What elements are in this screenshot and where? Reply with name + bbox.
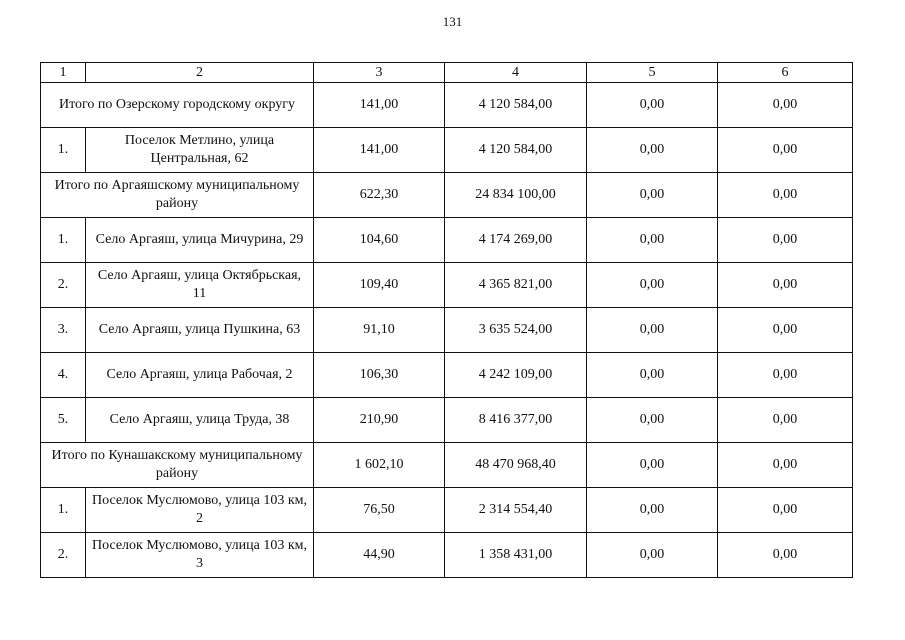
- cell-col5: 0,00: [587, 308, 718, 353]
- total-label: Итого по Аргаяшскому муниципальному району: [41, 173, 314, 218]
- cell-col5: 0,00: [587, 218, 718, 263]
- table-row-total: [41, 83, 853, 128]
- total-label: Итого по Кунашакскому муниципальному району: [41, 443, 314, 488]
- row-number: 4.: [41, 353, 86, 398]
- table-row-total: [41, 173, 853, 218]
- cell-col5: 0,00: [587, 488, 718, 533]
- row-number: 5.: [41, 398, 86, 443]
- cell-col5: 0,00: [587, 398, 718, 443]
- table-row: [41, 488, 853, 533]
- cell-area: 141,00: [314, 128, 445, 173]
- cell-col6: 0,00: [718, 488, 853, 533]
- table-row: [41, 398, 853, 443]
- table-row-total: [41, 443, 853, 488]
- cell-col5: 0,00: [587, 263, 718, 308]
- row-number: 1.: [41, 218, 86, 263]
- cell-col6: 0,00: [718, 83, 853, 128]
- address-cell: Поселок Метлино, улица Центральная, 62: [86, 128, 314, 173]
- address-cell: Село Аргаяш, улица Пушкина, 63: [86, 308, 314, 353]
- cell-cost: 4 120 584,00: [445, 83, 587, 128]
- header-cell-6: 6: [718, 63, 853, 83]
- address-cell: Поселок Муслюмово, улица 103 км, 2: [86, 488, 314, 533]
- row-number: 2.: [41, 533, 86, 578]
- cell-cost: 4 174 269,00: [445, 218, 587, 263]
- cell-cost: 24 834 100,00: [445, 173, 587, 218]
- cell-col6: 0,00: [718, 443, 853, 488]
- table-row: [41, 308, 853, 353]
- header-cell-1: 1: [41, 63, 86, 83]
- row-number: 1.: [41, 128, 86, 173]
- header-cell-3: 3: [314, 63, 445, 83]
- header-cell-2: 2: [86, 63, 314, 83]
- cell-col6: 0,00: [718, 533, 853, 578]
- address-cell: Поселок Муслюмово, улица 103 км, 3: [86, 533, 314, 578]
- total-label: Итого по Озерскому городскому округу: [41, 83, 314, 128]
- table-row: [41, 218, 853, 263]
- cell-cost: 1 358 431,00: [445, 533, 587, 578]
- cell-area: 141,00: [314, 83, 445, 128]
- cell-cost: 3 635 524,00: [445, 308, 587, 353]
- data-table: [40, 62, 853, 578]
- row-number: 2.: [41, 263, 86, 308]
- cell-col6: 0,00: [718, 173, 853, 218]
- cell-area: 109,40: [314, 263, 445, 308]
- cell-area: 44,90: [314, 533, 445, 578]
- header-row: [41, 63, 853, 83]
- table-row: [41, 128, 853, 173]
- address-cell: Село Аргаяш, улица Труда, 38: [86, 398, 314, 443]
- cell-area: 1 602,10: [314, 443, 445, 488]
- row-number: 3.: [41, 308, 86, 353]
- header-cell-4: 4: [445, 63, 587, 83]
- table-row: [41, 533, 853, 578]
- page-number: 131: [442, 14, 463, 29]
- cell-col6: 0,00: [718, 263, 853, 308]
- cell-col6: 0,00: [718, 353, 853, 398]
- cell-col5: 0,00: [587, 173, 718, 218]
- cell-cost: 4 365 821,00: [445, 263, 587, 308]
- cell-col5: 0,00: [587, 83, 718, 128]
- cell-col5: 0,00: [587, 443, 718, 488]
- address-cell: Село Аргаяш, улица Мичурина, 29: [86, 218, 314, 263]
- cell-area: 106,30: [314, 353, 445, 398]
- cell-col6: 0,00: [718, 128, 853, 173]
- cell-col5: 0,00: [587, 353, 718, 398]
- address-cell: Село Аргаяш, улица Рабочая, 2: [86, 353, 314, 398]
- table-row: [41, 263, 853, 308]
- address-cell: Село Аргаяш, улица Октябрьская, 11: [86, 263, 314, 308]
- cell-col5: 0,00: [587, 533, 718, 578]
- cell-col6: 0,00: [718, 398, 853, 443]
- cell-cost: 2 314 554,40: [445, 488, 587, 533]
- cell-area: 76,50: [314, 488, 445, 533]
- cell-col6: 0,00: [718, 218, 853, 263]
- cell-area: 104,60: [314, 218, 445, 263]
- row-number: 1.: [41, 488, 86, 533]
- cell-cost: 48 470 968,40: [445, 443, 587, 488]
- cell-cost: 4 242 109,00: [445, 353, 587, 398]
- header-cell-5: 5: [587, 63, 718, 83]
- cell-cost: 8 416 377,00: [445, 398, 587, 443]
- cell-area: 91,10: [314, 308, 445, 353]
- cell-col6: 0,00: [718, 308, 853, 353]
- cell-area: 622,30: [314, 173, 445, 218]
- table-row: [41, 353, 853, 398]
- cell-area: 210,90: [314, 398, 445, 443]
- cell-cost: 4 120 584,00: [445, 128, 587, 173]
- cell-col5: 0,00: [587, 128, 718, 173]
